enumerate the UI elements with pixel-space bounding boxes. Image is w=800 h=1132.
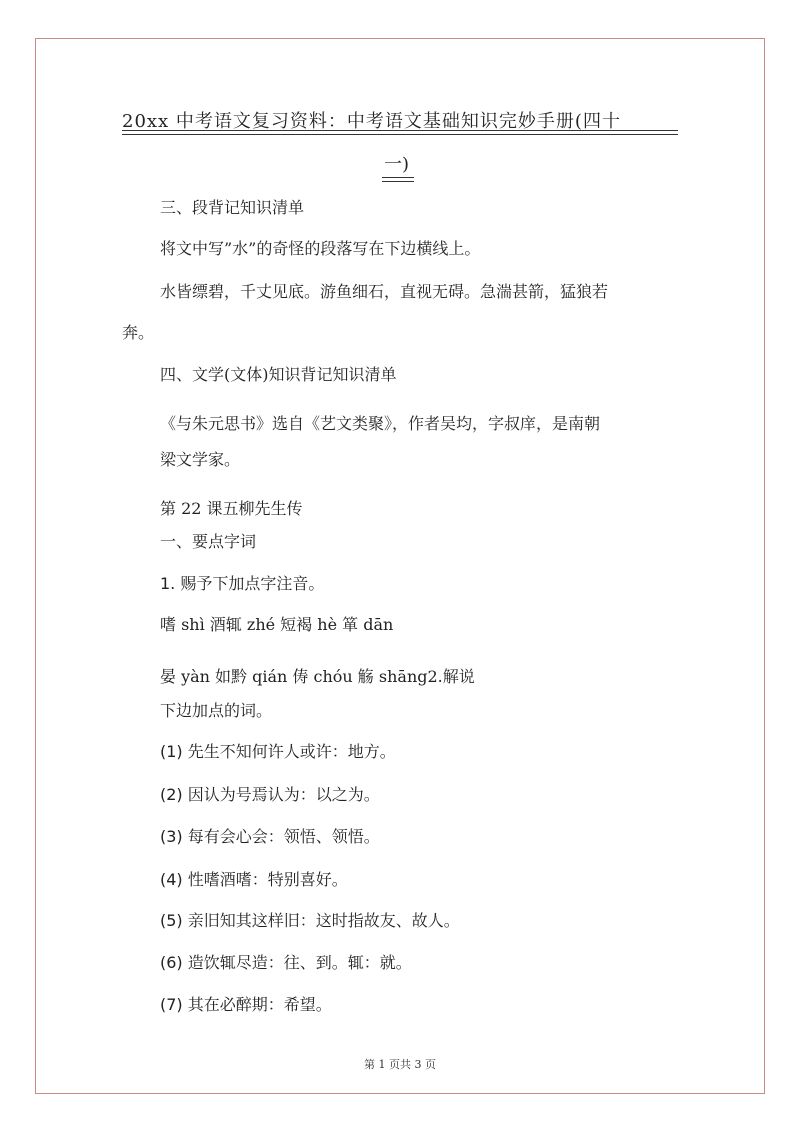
document-title-line1: 20xx 中考语文复习资料：中考语文基础知识完妙手册(四十 bbox=[122, 111, 621, 132]
page-border bbox=[35, 38, 765, 1094]
list-item-number: (3) bbox=[160, 827, 183, 846]
list-item bbox=[160, 994, 332, 1016]
page-footer: 第 1 页共 3 页 bbox=[364, 1058, 436, 1071]
section4-heading: 四、文学(文体)知识背记知识清单 bbox=[160, 365, 397, 384]
list-item-text: 因认为号焉认为：以之为。 bbox=[187, 785, 380, 804]
list-item bbox=[160, 869, 348, 891]
lesson-title: 第 22 课五柳先生传 bbox=[160, 499, 303, 518]
list-item bbox=[160, 784, 380, 806]
literature-line2: 梁文学家。 bbox=[160, 450, 241, 469]
list-item-number: (2) bbox=[160, 785, 183, 804]
list-item-text: 性嗜酒嗜：特别喜好。 bbox=[187, 870, 348, 889]
question1-number: 1. bbox=[160, 574, 176, 593]
section3-heading: 三、段背记知识清单 bbox=[160, 198, 305, 217]
list-item-number: (6) bbox=[160, 953, 183, 972]
literature-line1: 《与朱元思书》选自《艺文类聚》，作者吴均，字叔庠，是南朝 bbox=[160, 414, 601, 433]
pinyin-line1: 嗜 shì 酒辄 zhé 短褐 hè 箪 dān bbox=[160, 615, 394, 634]
list-item-text: 每有会心会：领悟、领悟。 bbox=[187, 827, 380, 846]
document-title-line2: 一) bbox=[384, 154, 410, 175]
list-item-number: (5) bbox=[160, 911, 183, 930]
list-item-text: 先生不知何许人或许：地方。 bbox=[187, 742, 396, 761]
question1-text: 赐予下加点字注音。 bbox=[180, 574, 325, 593]
list-item bbox=[160, 910, 460, 932]
title-underline-bottom bbox=[122, 134, 678, 135]
list-item-number: (4) bbox=[160, 870, 183, 889]
question1 bbox=[160, 573, 324, 595]
list-item bbox=[160, 826, 380, 848]
instruction-text: 将文中写”水”的奇怪的段落写在下边横线上。 bbox=[160, 239, 481, 258]
list-item-text: 造饮辄尽造：往、到。辄：就。 bbox=[187, 953, 412, 972]
question2-continuation: 下边加点的词。 bbox=[160, 701, 273, 720]
title2-underline-top bbox=[382, 177, 414, 178]
list-item-number: (1) bbox=[160, 742, 183, 761]
list-item-text: 其在必醉期：希望。 bbox=[187, 995, 332, 1014]
pinyin-line2: 晏 yàn 如黔 qián 俦 chóu 觞 shāng2.解说 bbox=[160, 667, 475, 686]
title2-underline-bottom bbox=[382, 181, 414, 182]
list-item-text: 亲旧知其这样旧：这时指故友、故人。 bbox=[187, 911, 460, 930]
part1-heading: 一、要点字词 bbox=[160, 532, 257, 551]
title-underline-top bbox=[122, 130, 678, 131]
list-item-number: (7) bbox=[160, 995, 183, 1014]
list-item bbox=[160, 952, 412, 974]
passage-line1: 水皆缥碧，千丈见底。游鱼细石，直视无碍。急湍甚箭，猛狼若 bbox=[160, 282, 609, 301]
passage-line2: 奔。 bbox=[122, 323, 155, 342]
list-item bbox=[160, 741, 396, 763]
